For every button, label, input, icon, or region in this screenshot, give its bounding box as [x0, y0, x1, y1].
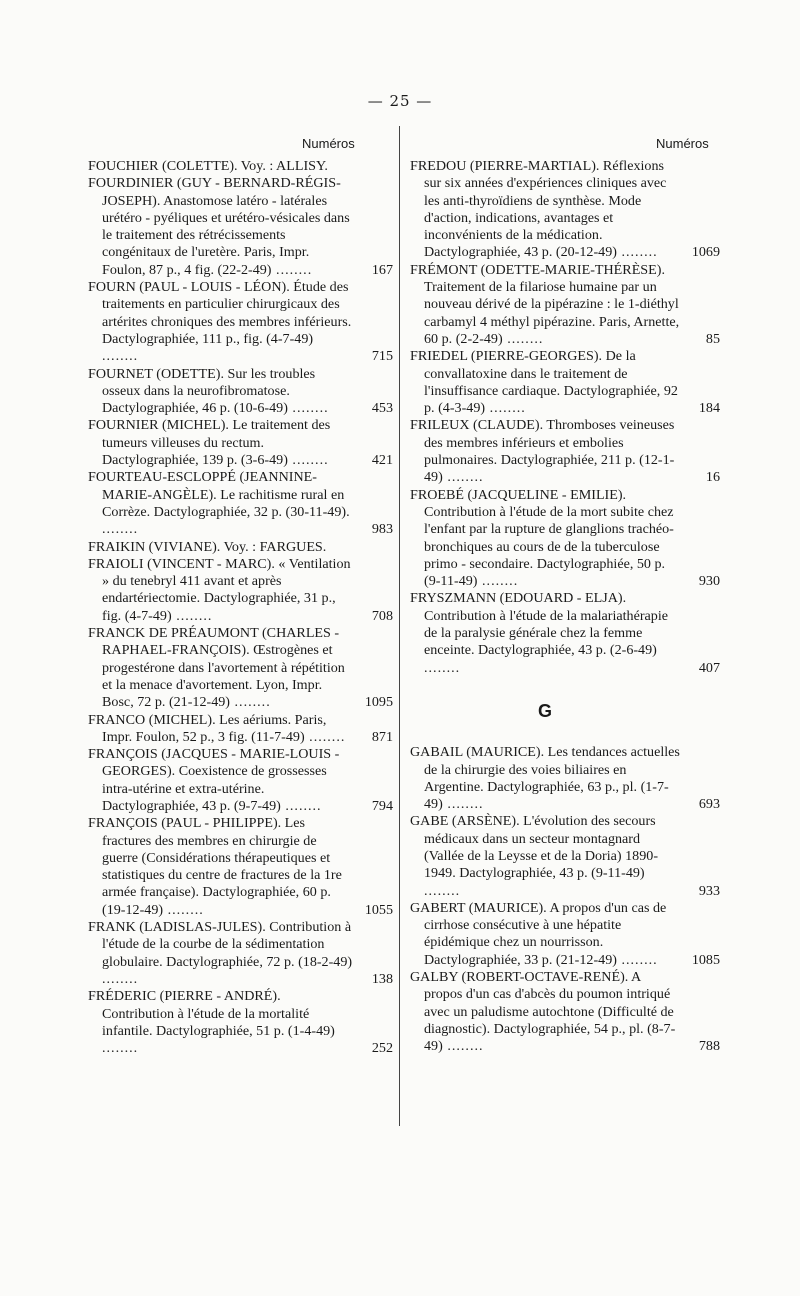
- entry-number: 453: [371, 400, 393, 417]
- index-entry: [88, 746, 393, 815]
- entry-number: 983: [371, 521, 393, 538]
- index-entry: [88, 556, 393, 625]
- leader-dots: ........: [616, 951, 658, 968]
- entry-number: 16: [705, 469, 720, 486]
- entry-number: 184: [698, 400, 720, 417]
- entry-text: FRANÇOIS (PAUL - PHILIPPE). Les fractures des membres en chirurgie de guerre (Considérations thérapeutiques et statistiques du centre de fractures de la 1re armée française). Dactylographiée, 60 p. (19-12-49): [88, 815, 342, 918]
- entry-text: FOURDINIER (GUY - BERNARD-RÉGIS-JOSEPH). Anastomose latéro - latérales urétéro - pyéliques et urétéro-vésicales dans le traitement des rétrécissements congénitaux de l'uretère. Paris, Impr. Foulon, 87 p., 4 fig. (22-2-49): [88, 175, 350, 278]
- entry-text: GABE (ARSÈNE). L'évolution des secours médicaux dans un secteur montagnard (Vallée de la Leysse et de la Doria) 1890-1949. Dactylographiée, 43 p. (9-11-49): [410, 813, 659, 882]
- index-entry: [410, 744, 720, 813]
- entry-number: 1069: [691, 244, 720, 261]
- entry-text: FOURTEAU-ESCLOPPÉ (JEANNINE-MARIE-ANGÈLE). Le rachitisme rural en Corrèze. Dactylographiée, 32 p. (30-11-49).: [88, 469, 350, 520]
- entry-number: 693: [698, 796, 720, 813]
- entry-text: GABAIL (MAURICE). Les tendances actuelles de la chirurgie des voies biliaires en Argentine. Dactylographiée, 63 p., pl. (1-7-49): [410, 744, 680, 813]
- index-entry: [410, 158, 720, 262]
- index-entry: [410, 813, 720, 899]
- index-entry: [88, 988, 393, 1057]
- index-entry: [88, 158, 393, 175]
- left-column: [88, 158, 393, 1057]
- leader-dots: ........: [616, 244, 658, 261]
- entry-text: FRIEDEL (PIERRE-GEORGES). De la convallatoxine dans le traitement de l'insuffisance cardiaque. Dactylographiée, 92 p. (4-3-49): [410, 348, 678, 417]
- entry-text: FRILEUX (CLAUDE). Thromboses veineuses des membres inférieurs et embolies pulmonaires. Dactylographiée, 211 p. (12-1-49): [410, 417, 675, 486]
- leader-dots: ........: [280, 797, 322, 814]
- leader-dots: ........: [442, 469, 484, 486]
- entry-text: FRANCK DE PRÉAUMONT (CHARLES - RAPHAEL-FRANÇOIS). Œstrogènes et progestérone dans l'avortement à répétition et la menace d'avortement. Lyon, Impr. Bosc, 72 p. (21-12-49): [88, 625, 345, 711]
- index-entry: [88, 279, 393, 365]
- leader-dots: ........: [485, 400, 526, 417]
- entry-number: 167: [371, 261, 393, 278]
- index-entry: [88, 175, 393, 279]
- right-column: [410, 158, 720, 1056]
- index-entry: [410, 969, 720, 1055]
- entry-text: FOURNIER (MICHEL). Le traitement des tumeurs villeuses du rectum. Dactylographiée, 139 p. (3-6-49): [88, 417, 331, 469]
- leader-dots: ........: [287, 400, 329, 417]
- entry-text: FRANÇOIS (JACQUES - MARIE-LOUIS - GEORGES). Coexistence de grossesses intra-utérine et extra-utérine. Dactylographiée, 43 p. (9-7-49): [88, 746, 340, 814]
- leader-dots: ........: [287, 452, 329, 469]
- right-entries-f: [410, 158, 720, 677]
- entry-number: 788: [698, 1038, 720, 1055]
- entry-text: FREDOU (PIERRE-MARTIAL). Réflexions sur six années d'expériences cliniques avec les anti-thyroïdiens de synthèse. Mode d'action, indications, avantages et inconvénients de la médication. Dactylographiée, 43 p. (20-12-49): [410, 158, 667, 261]
- entry-number: 794: [371, 797, 393, 814]
- leader-dots: ........: [171, 607, 213, 624]
- entry-text: FRÉDERIC (PIERRE - ANDRÉ). Contribution à l'étude de la mortalité infantile. Dactylographiée, 51 p. (1-4-49): [88, 988, 335, 1039]
- index-entry: [410, 417, 720, 486]
- entry-text: FRÉMONT (ODETTE-MARIE-THÉRÈSE). Traitement de la filariose humaine par un nouveau dérivé de la pipérazine : le 1-diéthyl carbamyl 4 méthyl pipérazine. Paris, Arnette, 60 p. (2-2-49): [410, 261, 680, 347]
- leader-dots: ........: [424, 659, 461, 676]
- entry-text: FRANK (LADISLAS-JULES). Contribution à l'étude de la courbe de la sédimentation globulaire. Dactylographiée, 72 p. (18-2-49): [88, 919, 353, 970]
- section-letter-g: G: [537, 700, 552, 721]
- entry-text: GALBY (ROBERT-OCTAVE-RENÉ). A propos d'un cas d'abcès du poumon intriqué avec un paludisme autochtone (Difficulté de diagnostic). Dactylographiée, 54 p., pl. (8-7-49): [410, 969, 676, 1055]
- column-header-right: Numéros: [656, 136, 709, 151]
- entry-text: FRAIKIN (VIVIANE). Voy. : FARGUES.: [88, 538, 327, 555]
- leader-dots: ........: [271, 261, 313, 278]
- entry-number: 1085: [691, 951, 720, 968]
- leader-dots: ........: [442, 1038, 484, 1055]
- entry-number: 1055: [364, 901, 393, 918]
- column-divider: [399, 126, 400, 1126]
- leader-dots: ........: [502, 330, 544, 347]
- index-entry: [88, 366, 393, 418]
- entry-number: 252: [371, 1040, 393, 1057]
- right-entries-g: [410, 744, 720, 1055]
- index-entry: [410, 348, 720, 417]
- entry-text: FRAIOLI (VINCENT - MARC). « Ventilation » du tenebryl 411 avant et après endartériectomie. Dactylographiée, 31 p., fig. (4-7-49): [88, 555, 351, 624]
- entry-number: 871: [371, 728, 393, 745]
- index-entry: [410, 900, 720, 969]
- index-entry: [88, 417, 393, 469]
- entry-text: FROEBÉ (JACQUELINE - EMILIE). Contribution à l'étude de la mort subite chez l'enfant par la rupture de glanglions trachéo-bronchiques au cours de de la tuberculose primo - secondaire. Dactylographiée, 50 p. (9-11-49): [410, 486, 674, 590]
- leader-dots: ........: [102, 1040, 139, 1057]
- leader-dots: ........: [102, 970, 139, 987]
- entry-number: 407: [698, 659, 720, 676]
- entry-number: 930: [698, 573, 720, 590]
- index-entry: [410, 590, 720, 676]
- index-entry: [88, 469, 393, 538]
- entry-number: 933: [698, 882, 720, 899]
- leader-dots: ........: [102, 348, 139, 365]
- leader-dots: ........: [304, 728, 346, 745]
- leader-dots: ........: [477, 573, 519, 590]
- index-entry: [88, 625, 393, 711]
- leader-dots: ........: [163, 901, 204, 918]
- entry-number: 1095: [364, 694, 393, 711]
- leader-dots: ........: [442, 796, 484, 813]
- index-entry: [88, 815, 393, 919]
- index-entry: [410, 487, 720, 591]
- entry-text: FOURNET (ODETTE). Sur les troubles osseux dans la neurofibromatose. Dactylographiée, 46 p. (10-6-49): [88, 365, 316, 417]
- entry-text: FRANCO (MICHEL). Les aériums. Paris, Impr. Foulon, 52 p., 3 fig. (11-7-49): [88, 711, 327, 745]
- entry-number: 85: [705, 330, 720, 347]
- leader-dots: ........: [230, 694, 271, 711]
- index-entry: [88, 712, 393, 747]
- entry-text: FOURN (PAUL - LOUIS - LÉON). Étude des traitements en particulier chirurgicaux des artérites chroniques des membres inférieurs. Dactylographiée, 111 p., fig. (4-7-49): [88, 279, 352, 347]
- index-entry: [88, 539, 393, 556]
- column-header-left: Numéros: [302, 136, 355, 151]
- index-entry: [410, 262, 720, 348]
- leader-dots: ........: [102, 521, 139, 538]
- entry-number: 708: [371, 607, 393, 624]
- page-number: — 25 —: [367, 92, 433, 110]
- entry-text: FRYSZMANN (EDOUARD - ELJA). Contribution à l'étude de la malariathérapie de la paralysie générale chez la femme enceinte. Dactylographiée, 43 p. (2-6-49): [410, 590, 668, 659]
- entry-number: 715: [371, 348, 393, 365]
- entry-number: 421: [371, 452, 393, 469]
- entry-text: FOUCHIER (COLETTE). Voy. : ALLISY.: [88, 158, 328, 174]
- entry-text: GABERT (MAURICE). A propos d'un cas de cirrhose consécutive à une hépatite épidémique chez un nourrisson. Dactylographiée, 33 p. (21-12-49): [410, 899, 667, 968]
- leader-dots: ........: [424, 882, 461, 899]
- entry-number: 138: [371, 970, 393, 987]
- index-entry: [88, 919, 393, 988]
